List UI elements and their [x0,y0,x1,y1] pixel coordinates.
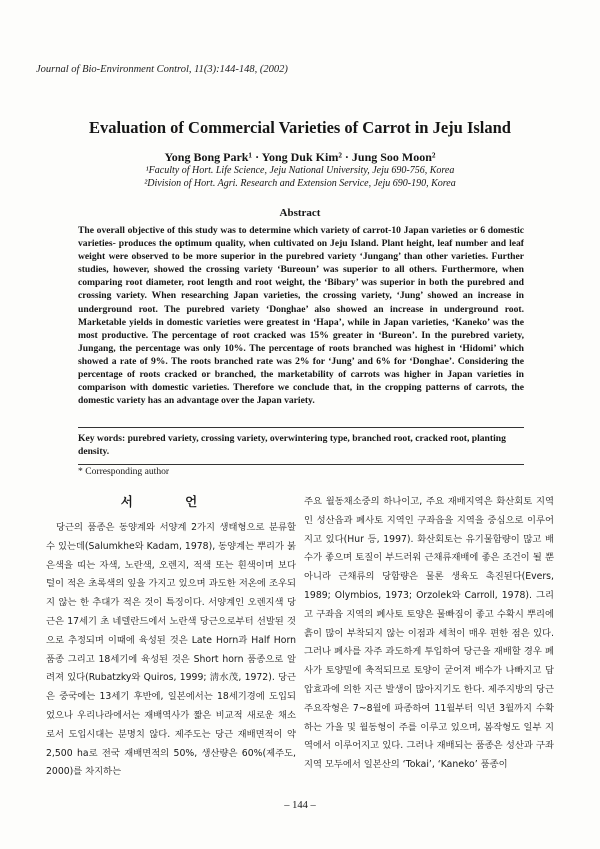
divider-top [78,427,524,428]
body-paragraph-left: 당근의 품종은 동양계와 서양계 2가지 생태형으로 분류할 수 있는데(Salumkhe와 Kadam, 1978), 동양계는 뿌리가 붉은색을 띠는 자색, 노란색, 오렌지, 적색 또는 흰색이며 보다 털이 적은 초록색의 잎을 가지고 있으며 과도한 저온에 조우되지 않는 한 추대가 적은 것이 특징이다. 서양계인 오렌지색 당근은 17세기 초 네델란드에서 노란색 당근으로부터 선발된 것으로 추정되며 이때에 육성된 것은 Late Horn과 Half Horn 품종 그리고 18세기에 육성된 것은 Short horn 품종으로 알려져 있다(Rubatzky와 Quiros, 1999; 淸水茂, 1972). 당근은 중국에는 13세기 후반에, 일본에서는 18세기경에 도입되었으나 우리나라에서는 재배역사가 짧은 비교적 새로운 채소로서 도입시대는 분명치 않다. 제주도는 당근 재배면적이 약 2,500 ha로 전국 재배면적의 50%, 생산량은 60%(제주도, 2000)를 차지하는 [46,522,296,778]
body-column-left [46,492,296,782]
author-list: Yong Bong Park¹ · Yong Duk Kim² · Jung Soo Moon² [164,150,436,164]
paper-title: Evaluation of Commercial Varieties of Carrot in Jeju Island [89,118,511,137]
keywords-text: purebred variety, crossing variety, overwintering type, branched root, cracked root, planting density. [78,433,506,458]
corresponding-author-note: * Corresponding author [78,466,170,477]
body-paragraph-right: 주요 월동채소중의 하나이고, 주요 재배지역은 화산회토 지역인 성산읍과 폐사토 지역인 구좌읍을 지역을 중심으로 이루어지고 있다(Hur 등, 1997). 화산회토는 유기물함량이 많고 배수가 좋으며 토질이 부드러워 근채류재배에 좋은 조건이 될 뿐 아니라 근채류의 당함량은 물론 생육도 촉진된다(Evers, 1989; Olymbios, 1973; Orzolek와 Carroll, 1978). 그리고 구좌읍 지역의 폐사토 토양은 물빠짐이 좋고 수확시 뿌리에 흙이 많이 부착되지 않는 이점과 세척이 매우 편한 점은 있다. 그러나 폐사를 자주 과도하게 투입하여 당근을 재배할 경우 폐사가 토양밑에 축적되므로 토양이 굳어져 배수가 나빠지고 답압효과에 의한 지근 발생이 많아지기도 한다. 제주지방의 당근 주요작형은 7~8월에 파종하여 11월부터 익년 3월까지 수확하는 가을 및 월동형이 주를 이루고 있으며, 봄작형도 일부 지역에서 이루어지고 있다. 그러나 재배되는 품종은 성산과 구좌 지역 모두에서 일본산의 ‘Tokai’, ‘Kaneko’ 품종이 [304,496,554,771]
section-heading-introduction: 서 언 [120,494,222,509]
divider-bottom [78,464,524,465]
abstract-text: The overall objective of this study was to determine which variety of carrot-10 Japan varieties or 6 domestic varieties- produces the optimum quality, when cultivated on Jeju Island. Plant height, leaf number and leaf weight were observed to be more superior in the purebred variety ‘Jungang’ than other varieties. Further studies, however, showed the crossing variety ‘Bureoun’ was superior to all others. Furthermore, when comparing root diameter, root length and root weight, the ‘Bibary’ was superior in both the purebred and crossing variety. When researching Japan varieties, the crossing variety, ‘Jung’ showed an increase in underground root. The purebred variety ‘Donghae’ also showed an increase in underground root. Marketable yields in domestic varieties were greatest in ‘Hapa’, while in Japan varieties, ‘Kaneko’ was the most productive. The percentage of root cracked was 15% greater in ‘Bureon’. In the purebred variety, Jungang, the percentage was only 10%. The percentage of roots branched was highest in ‘Hidomi’ which showed a rate of 9%. The roots branched rate was 2% for ‘Jung’ and 6% for ‘Donghae’. Considering the percentage of roots cracked or branched, the marketability of carrots was higher in Japan varieties in comparison with domestic varieties. Therefore we conclude that, in the cropping patterns of carrots, the domestic variety has an advantage over the Japan variety. [78,225,524,407]
keywords-block [78,432,524,458]
affiliation-1: ¹Faculty of Hort. Life Science, Jeju National University, Jeju 690-756, Korea [145,165,455,176]
page-number: – 144 – [284,800,316,811]
abstract-heading: Abstract [279,207,321,219]
keywords-label: Key words: [78,433,126,444]
body-column-right [304,493,554,775]
affiliation-2: ²Division of Hort. Agri. Research and Extension Service, Jeju 690-190, Korea [144,178,456,189]
journal-citation: Journal of Bio-Environment Control, 11(3):144-148, (2002) [36,64,288,75]
